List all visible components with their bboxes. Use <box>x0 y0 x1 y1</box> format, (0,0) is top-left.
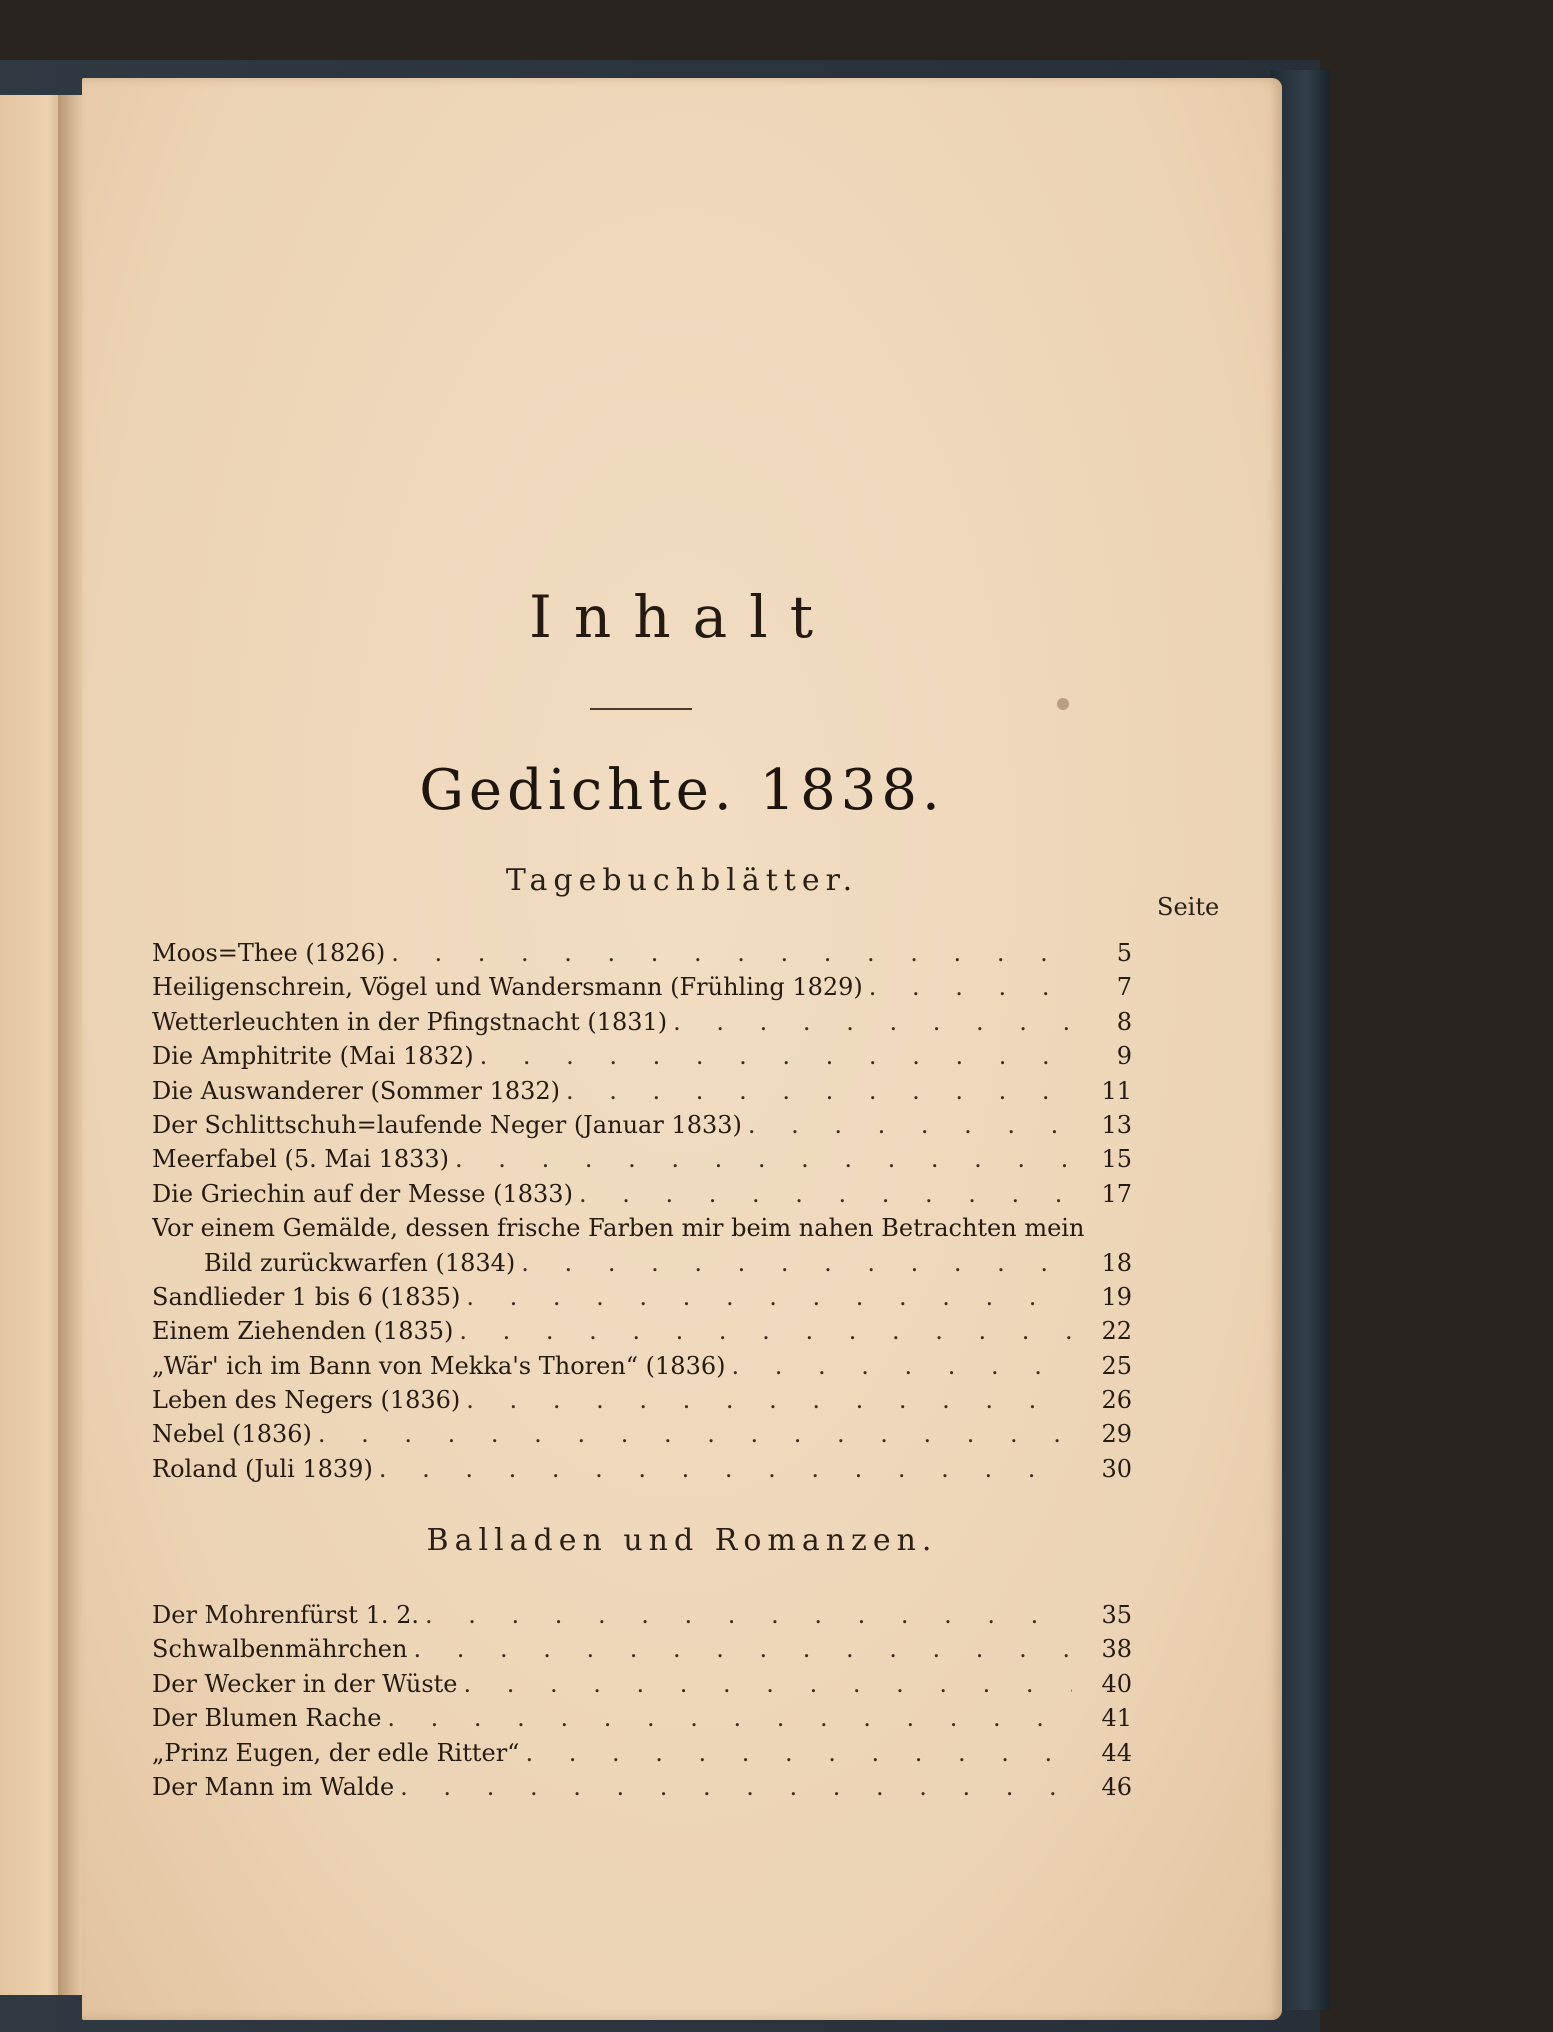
toc-entry <box>152 1349 1132 1383</box>
toc-entry-title: Der Mann im Walde <box>152 1772 395 1801</box>
page-title: Inhalt <box>528 583 836 651</box>
toc-entry <box>152 1770 1132 1804</box>
toc-entry <box>152 1417 1132 1451</box>
toc-entry <box>152 1005 1132 1039</box>
toc-entry <box>152 1452 1132 1486</box>
toc-entry <box>152 1177 1132 1211</box>
toc-entry-title: Der Blumen Rache <box>152 1704 382 1733</box>
toc-entry-page: 11 <box>1101 1076 1132 1105</box>
toc-entry-page: 17 <box>1101 1179 1132 1208</box>
toc-entry-title: Die Auswanderer (Sommer 1832) <box>152 1076 561 1105</box>
toc-entry-page: 22 <box>1101 1317 1132 1346</box>
toc-leader-dots <box>413 1632 1072 1666</box>
toc-entry <box>152 1280 1132 1314</box>
toc-entry-title: „Wär' ich im Bann von Mekka's Thoren“ (1836) <box>152 1351 726 1380</box>
toc-entry <box>152 1142 1132 1176</box>
toc-list-tagebuch <box>152 936 1132 1486</box>
toc-leader-dots <box>466 1280 1072 1314</box>
toc-leader-dots <box>455 1142 1072 1176</box>
toc-leader-dots <box>525 1736 1072 1770</box>
toc-entry-page: 15 <box>1101 1145 1132 1174</box>
section2-subheading: Balladen und Romanzen. <box>426 1523 938 1558</box>
toc-entry-title: Die Griechin auf der Messe (1833) <box>152 1179 573 1208</box>
toc-entry-title: Der Wecker in der Wüste <box>152 1669 458 1698</box>
toc-leader-dots <box>464 1667 1073 1701</box>
toc-entry-title: Wetterleuchten in der Pfingstnacht (1831) <box>152 1007 668 1036</box>
toc-entry-page: 26 <box>1101 1386 1132 1415</box>
toc-entry-page: 46 <box>1101 1772 1132 1801</box>
toc-entry-title: Roland (Juli 1839) <box>152 1454 373 1483</box>
toc-entry-title: Leben des Negers (1836) <box>152 1386 461 1415</box>
toc-entry-title: Der Schlittschuh=laufende Neger (Januar 1833) <box>152 1110 742 1139</box>
toc-entry-page: 7 <box>1116 973 1132 1002</box>
toc-leader-dots <box>579 1177 1072 1211</box>
toc-entry-title: „Prinz Eugen, der edle Ritter“ <box>152 1738 520 1767</box>
page-column-label: Seite <box>1157 893 1220 921</box>
toc-entry-title: Die Amphitrite (Mai 1832) <box>152 1042 474 1071</box>
toc-entry-title: Der Mohrenfürst 1. 2. <box>152 1601 419 1629</box>
toc-entry-title: Heiligenschrein, Vögel und Wandersmann (Frühling 1829) <box>152 973 863 1002</box>
toc-entry-title: Einem Ziehenden (1835) <box>152 1317 454 1346</box>
toc-leader-dots <box>318 1417 1072 1451</box>
toc-entry <box>152 970 1132 1004</box>
toc-leader-dots <box>521 1246 1072 1280</box>
toc-entry-page: 30 <box>1101 1454 1132 1483</box>
toc-leader-dots <box>869 970 1072 1004</box>
left-page-edge <box>0 95 60 1995</box>
toc-entry <box>152 1074 1132 1108</box>
toc-leader-dots <box>480 1039 1072 1073</box>
toc-entry <box>152 1039 1132 1073</box>
toc-leader-dots <box>459 1314 1072 1348</box>
toc-entry-title: Vor einem Gemälde, dessen frische Farben mir beim nahen Betrachten mein <box>152 1214 1085 1243</box>
toc-entry <box>152 1383 1132 1417</box>
toc-leader-dots <box>731 1349 1072 1383</box>
toc-entry-page: 8 <box>1116 1007 1132 1036</box>
toc-entry-page: 19 <box>1101 1282 1132 1311</box>
toc-entry <box>152 1701 1132 1735</box>
toc-leader-dots <box>391 936 1072 970</box>
toc-leader-dots <box>400 1770 1072 1804</box>
toc-entry-page <box>1090 1211 1132 1245</box>
section-subheading: Tagebuchblätter. <box>505 863 859 898</box>
section-heading: Gedichte. 1838. <box>419 758 945 823</box>
toc-entry-title: Bild zurückwarfen (1834) <box>204 1248 516 1277</box>
toc-entry-page: 41 <box>1101 1704 1132 1733</box>
toc-entry <box>152 1108 1132 1142</box>
book-page <box>82 78 1282 2020</box>
title-divider <box>590 708 692 710</box>
toc-entry <box>152 1632 1132 1666</box>
toc-entry-title: Schwalbenmährchen <box>152 1635 408 1664</box>
toc-entry-title: Nebel (1836) <box>152 1420 312 1449</box>
toc-entry-page: 35 <box>1101 1601 1132 1629</box>
toc-entry-page: 5 <box>1116 939 1132 967</box>
toc-entry <box>152 1211 1132 1245</box>
toc-leader-dots <box>425 1598 1072 1632</box>
toc-leader-dots <box>387 1701 1072 1735</box>
toc-entry <box>152 1598 1132 1632</box>
toc-leader-dots <box>748 1108 1072 1142</box>
toc-entry-title: Meerfabel (5. Mai 1833) <box>152 1145 450 1174</box>
toc-list-balladen <box>152 1598 1132 1804</box>
toc-entry-page: 38 <box>1101 1635 1132 1664</box>
toc-entry-page: 9 <box>1116 1042 1132 1071</box>
toc-entry-page: 29 <box>1101 1420 1132 1449</box>
toc-entry <box>152 936 1132 970</box>
toc-entry <box>152 1314 1132 1348</box>
toc-entry-page: 18 <box>1101 1248 1132 1277</box>
toc-leader-dots <box>673 1005 1072 1039</box>
toc-leader-dots <box>379 1452 1072 1486</box>
toc-entry <box>152 1246 1132 1280</box>
toc-entry-title: Sandlieder 1 bis 6 (1835) <box>152 1282 461 1311</box>
toc-entry <box>152 1736 1132 1770</box>
toc-leader-dots <box>466 1383 1072 1417</box>
ink-spot <box>1057 698 1069 710</box>
toc-entry <box>152 1667 1132 1701</box>
toc-entry-page: 25 <box>1101 1351 1132 1380</box>
toc-entry-page: 40 <box>1101 1669 1132 1698</box>
toc-leader-dots <box>566 1074 1072 1108</box>
toc-entry-page: 13 <box>1101 1110 1132 1139</box>
toc-entry-title: Moos=Thee (1826) <box>152 939 386 967</box>
toc-entry-page: 44 <box>1101 1738 1132 1767</box>
